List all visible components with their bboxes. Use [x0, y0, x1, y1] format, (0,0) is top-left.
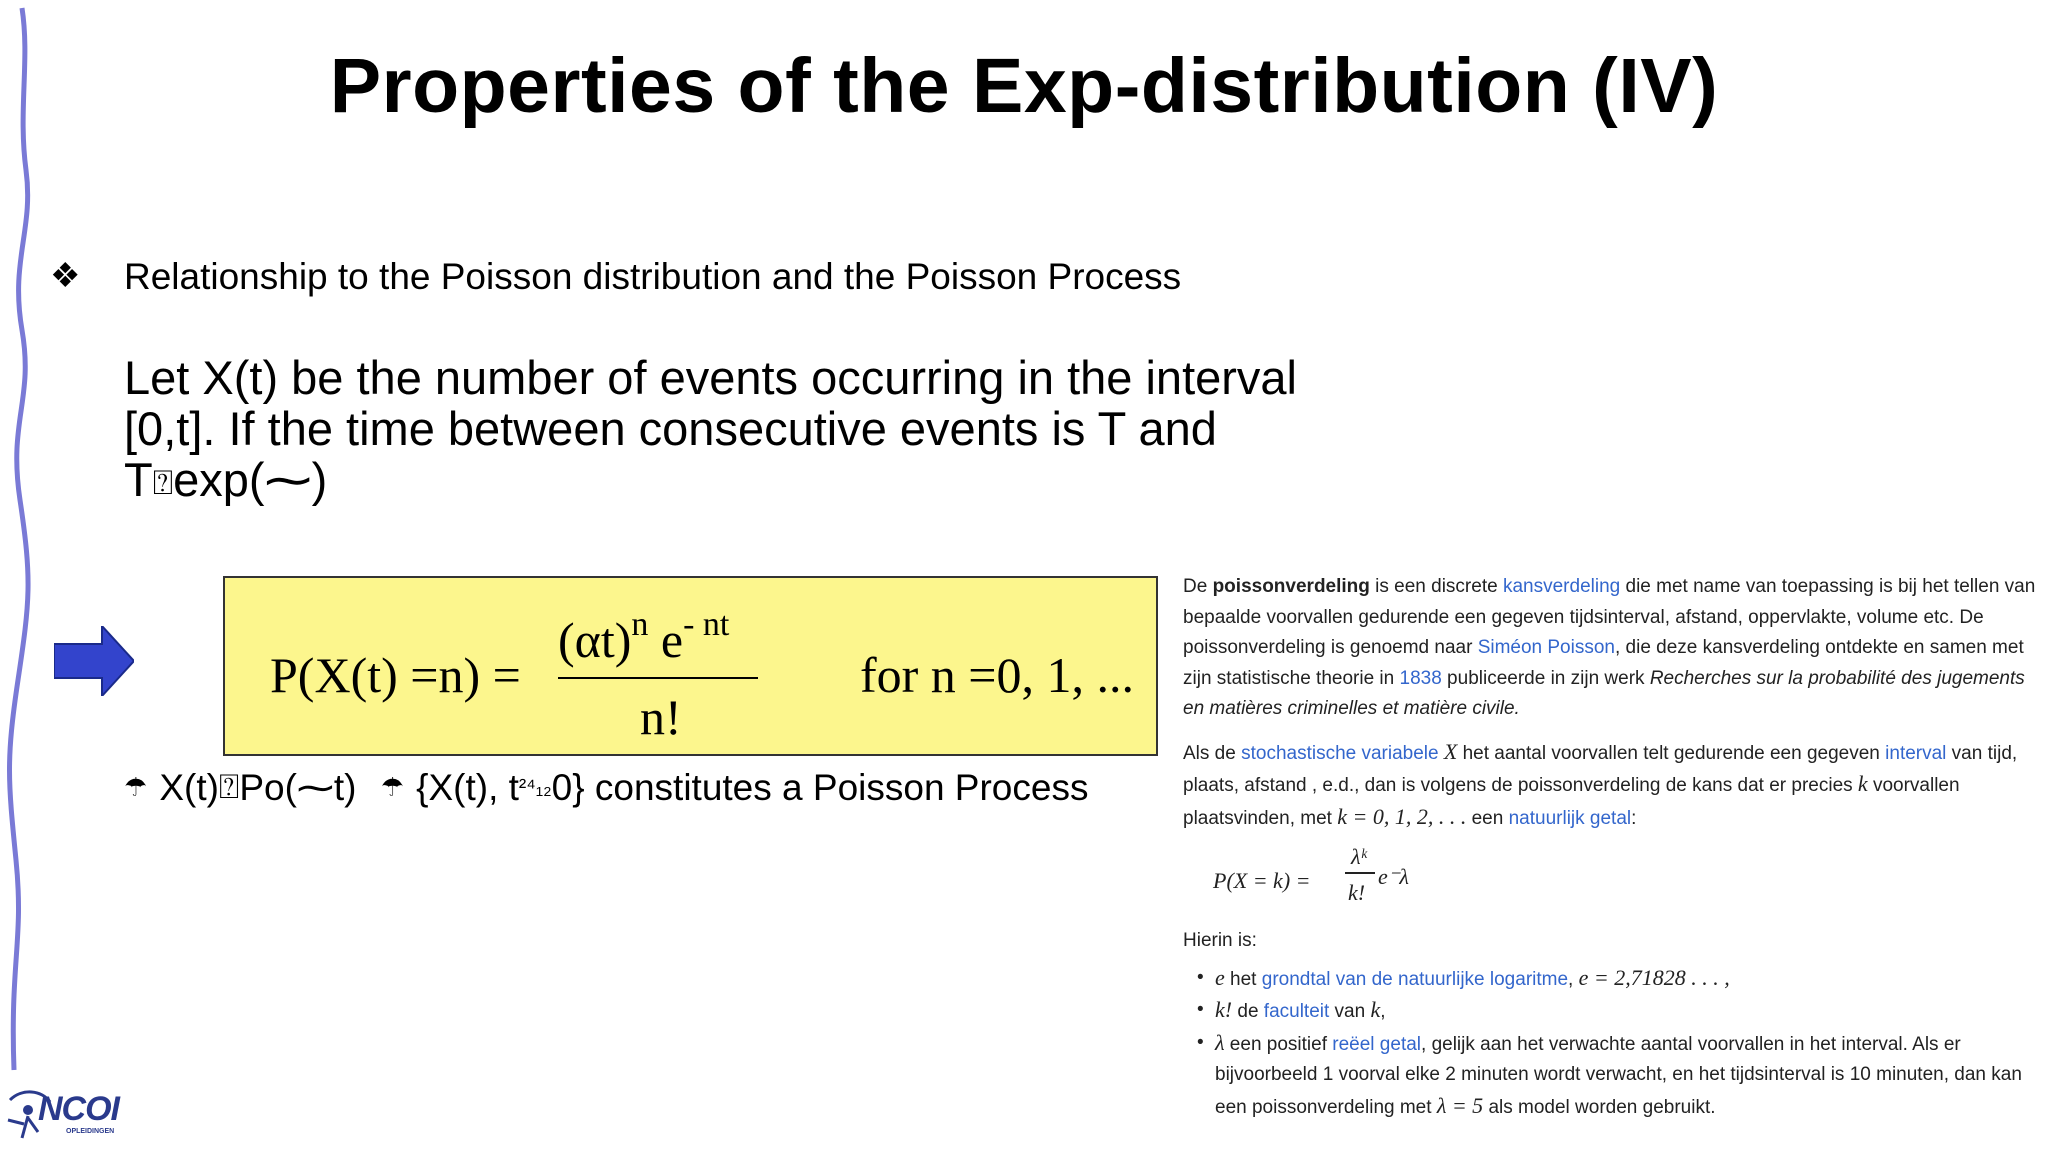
- wiki-text: publiceerde in zijn werk: [1441, 667, 1650, 689]
- math-e-value: e = 2,71828 . . . ,: [1578, 964, 1730, 990]
- link-interval[interactable]: interval: [1885, 742, 1947, 764]
- wiki-text: , gelijk aan het verwachte aantal voorvallen in het interval. Als er bijvoorbeeld 1 voorval elke 2 minuten wordt verwacht, en het tijdsinterval is 10 minuten, dan kan een poissonverdeling met: [1215, 1033, 2022, 1118]
- wiki-formula-denominator: k!: [1348, 880, 1366, 905]
- list-item: [1215, 963, 2043, 996]
- math-k-set: k = 0, 1, 2, . . .: [1337, 803, 1467, 829]
- wiki-text: een: [1466, 807, 1509, 829]
- wiki-text: is een discrete: [1369, 576, 1503, 597]
- conclusion-line: [124, 766, 1088, 809]
- wiki-text: , die deze kansverdeling ontdekte en samen met zijn statistische theorie in: [1183, 637, 2024, 689]
- wiki-text: ,: [1380, 1001, 1386, 1022]
- link-natuurlijk-getal[interactable]: natuurlijk getal: [1508, 807, 1632, 829]
- slide-title: Properties of the Exp-distribution (IV): [329, 43, 1719, 129]
- wiki-book-title: Recherches sur la probabilité des jugements en matières criminelles et matière civile.: [1183, 667, 2025, 719]
- para-line-3: [124, 454, 1364, 509]
- para-line-1: Let X(t) be the number of events occurring in the interval: [124, 351, 1298, 404]
- wiki-poisson-formula: [1213, 838, 2043, 920]
- formula-lhs: P(X(t) =n) =: [270, 647, 521, 703]
- conclusion-text: 0} constitutes a Poisson Process: [551, 767, 1089, 808]
- para-line-2: [0,t]. If the time between consecutive events is T and: [124, 402, 1217, 455]
- math-lambda-value: λ = 5: [1436, 1092, 1484, 1118]
- missing-glyph-icon: ⍰: [218, 768, 240, 806]
- wiki-fraction-line: [1345, 872, 1375, 874]
- lambda-glyph: ⁓: [264, 453, 312, 506]
- wiki-text: van tijd, plaats, afstand , e.d., dan is volgens de poissonverdeling de kans dat er precies: [1183, 742, 2018, 796]
- formula-numerator-power: n: [631, 606, 649, 643]
- para-line-3-start: T: [124, 453, 153, 506]
- link-grondtal[interactable]: grondtal van de natuurlijke logaritme: [1261, 968, 1569, 990]
- right-arrow-icon: [54, 626, 134, 696]
- wiki-text: als model worden gebruikt.: [1483, 1096, 1716, 1118]
- link-reeel-getal[interactable]: reëel getal: [1332, 1033, 1422, 1055]
- math-x: X: [1443, 738, 1458, 764]
- wiki-text: De: [1183, 576, 1213, 597]
- formula-numerator: [558, 606, 729, 669]
- formula-numerator-base: (αt): [558, 612, 632, 668]
- umbrella-icon: ☂: [124, 772, 148, 802]
- ncoi-logo-subtitle: OPLEIDINGEN: [66, 1128, 115, 1135]
- wiki-term: poissonverdeling: [1212, 576, 1370, 597]
- wiki-text: :: [1631, 807, 1637, 829]
- conclusion-po: Po(: [239, 767, 297, 808]
- umbrella-icon: ☂: [380, 772, 405, 802]
- formula-numerator-exponent: - nt: [683, 606, 730, 643]
- conclusion-set: {X(t), t: [416, 767, 519, 808]
- math-k: k: [1857, 771, 1868, 796]
- conclusion-t: t): [333, 767, 357, 808]
- math-k: k: [1370, 997, 1381, 1022]
- wiki-text: van: [1329, 1001, 1371, 1022]
- wiki-text: die met name van toepassing is bij het tellen van bepaalde voorvallen gedurende een gegeven tijdsinterval, afstand, oppervlakte, volume etc. De poissonverdeling is genoemd naar: [1183, 576, 2036, 658]
- link-simeon-poisson[interactable]: Siméon Poisson: [1477, 637, 1615, 658]
- link-faculteit[interactable]: faculteit: [1263, 1001, 1330, 1022]
- wiki-text: het: [1224, 968, 1262, 990]
- diamond-four-icon: ❖: [50, 257, 81, 295]
- wiki-formula-lhs: P(X = k) =: [1213, 868, 1311, 893]
- missing-glyph-icon: ²⁴₁₂: [518, 774, 552, 799]
- wiki-hierin: Hierin is:: [1183, 930, 1257, 951]
- fraction-line: [558, 677, 758, 679]
- conclusion-xt: X(t): [159, 767, 219, 808]
- para-line-3-exp: exp(: [173, 453, 265, 506]
- math-lambda: λ: [1215, 1029, 1225, 1055]
- wiki-text: Als de: [1183, 742, 1242, 764]
- decorative-wave-line: [0, 0, 60, 1100]
- wikipedia-excerpt: [1183, 572, 2043, 1123]
- lambda-glyph: ⁓: [296, 767, 334, 808]
- formula-denominator: n!: [640, 689, 682, 745]
- wiki-formula-exponential: e⁻λ: [1378, 864, 1409, 889]
- list-item: [1215, 1028, 2043, 1124]
- link-kansverdeling[interactable]: kansverdeling: [1502, 576, 1621, 597]
- formula-range: for n =0, 1, ...: [860, 647, 1134, 703]
- wiki-paragraph-2: [1183, 737, 2043, 835]
- formula-numerator-e: e: [660, 612, 684, 668]
- math-e: e: [1215, 964, 1225, 990]
- missing-glyph-icon: ⍰: [152, 464, 174, 502]
- wiki-text: voorvallen plaatsvinden, met: [1183, 775, 1960, 829]
- wiki-text: de: [1232, 1001, 1264, 1022]
- ncoi-logo: NCOI: [38, 1090, 119, 1128]
- wiki-text: ,: [1568, 968, 1579, 990]
- poisson-formula-box: [223, 576, 1158, 756]
- intro-paragraph: [124, 352, 1364, 509]
- para-line-3-end: ): [311, 453, 328, 506]
- wiki-formula-numerator: λᵏ: [1351, 844, 1367, 869]
- link-1838[interactable]: 1838: [1399, 667, 1442, 689]
- wiki-text: het aantal voorvallen telt gedurende een gegeven: [1457, 742, 1886, 764]
- slide-subheading: Relationship to the Poisson distribution and the Poisson Process: [124, 256, 1182, 297]
- wiki-text: een positief: [1224, 1033, 1333, 1055]
- wiki-paragraph-1: [1183, 572, 2043, 725]
- list-item: [1215, 995, 2043, 1028]
- wiki-definition-list: [1183, 963, 2043, 1124]
- link-stochastische-variabele[interactable]: stochastische variabele: [1241, 742, 1439, 764]
- math-k-factorial: k!: [1215, 997, 1233, 1022]
